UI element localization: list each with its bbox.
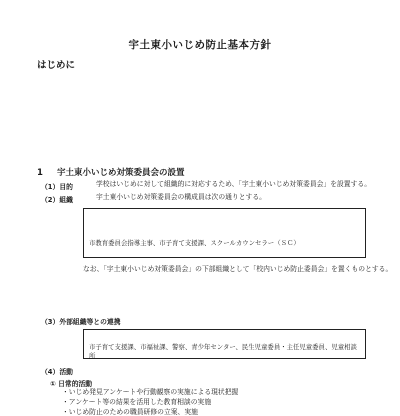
intro-heading: はじめに [37,60,76,71]
daily-activities-label: ① 日常的活動 [50,380,93,388]
body-line-0: なお、「宇土東小いじめ対策委員会」の下部組織として「校内いじめ防止委員会」を置くものとする。 [83,265,393,273]
activity-item-text: いじめ発見アンケートや行動観察の実施による現状把握 [68,388,239,396]
section-1-heading [37,166,185,178]
bullet-dot-icon: ・ [62,408,69,416]
section-1-number: 1 [37,168,43,178]
activity-item-2 [62,409,198,416]
activity-item-text: アンケート等の結果を活用した教育相談の実施 [68,398,212,406]
committee-members-line: 市教育委員会指導主事、市子育て支援課、スクールカウンセラー（ＳＣ） [89,239,300,247]
organization-text: 宇土東小いじめ対策委員会の構成員は次の通りとする。 [96,193,266,201]
activities-label: （4）活動 [41,368,73,376]
liaison-label: （3）外部組織等との連携 [41,318,121,326]
liaison-line: 市子育て支援課、市福祉課、警察、青少年センター、民生児童委員・主任児童委員、児童相談所 [89,343,357,361]
bullet-dot-icon: ・ [62,398,69,406]
activity-item-1 [62,399,211,406]
activity-item-0 [62,389,238,396]
committee-members-box [83,208,366,258]
organization-label: （2）組織 [41,196,73,204]
bullet-dot-icon: ・ [62,388,69,396]
section-1-title: 宇土東小いじめ対策委員会の設置 [57,168,185,178]
purpose-label: （1）目的 [41,183,73,191]
purpose-text: 学校はいじめに対して組織的に対応するため、「宇土東小いじめ対策委員会」を設置する。 [96,180,371,188]
activity-item-text: いじめ防止のための職員研修の立案、実施 [68,408,198,416]
liaison-box [83,329,366,359]
document-title: 宇土東小いじめ防止基本方針 [128,39,272,51]
